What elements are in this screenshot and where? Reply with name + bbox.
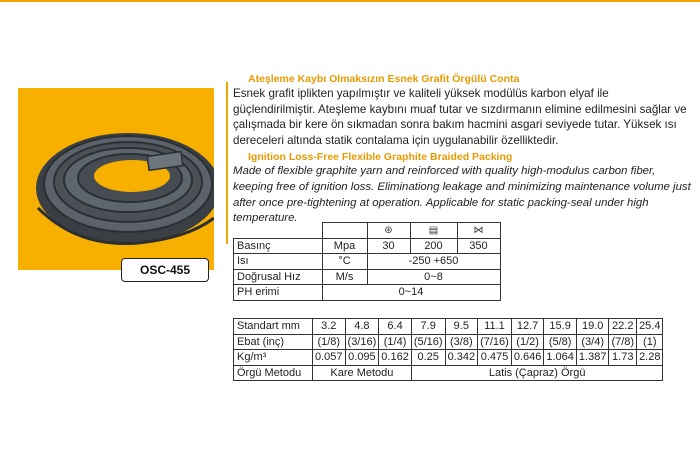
kg-cell: 0.162: [379, 350, 412, 366]
size-label: Standart mm: [234, 319, 313, 335]
english-title: Ignition Loss-Free Flexible Graphite Braided Packing: [248, 151, 513, 163]
kg-cell: 0.646: [511, 350, 544, 366]
method-lattice: Latis (Çapraz) Örgü: [411, 365, 663, 381]
inch-cell: (1/2): [511, 334, 544, 350]
mm-cell: 4.8: [345, 319, 379, 335]
spec-unit: M/s: [322, 269, 367, 285]
inch-cell: (5/16): [411, 334, 445, 350]
reciprocating-icon: ▤: [410, 223, 457, 239]
inch-cell: (7/8): [609, 334, 637, 350]
turkish-title: Ateşleme Kaybı Olmaksızın Esnek Grafit Örgülü Conta: [248, 73, 520, 85]
inch-cell: (1/4): [379, 334, 412, 350]
product-code-badge: OSC-455: [121, 258, 209, 282]
inch-cell: (3/16): [345, 334, 379, 350]
product-image-panel: [18, 88, 214, 270]
accent-divider: [226, 82, 228, 244]
static-icon: ⋈: [457, 223, 500, 239]
turkish-description: Esnek grafit iplikten yapılmıştır ve kaliteli yüksek modülüs karbon elyaf ile güçlendirilmiştir. Ateşleme kaybını muaf tutar ve sızdırmanın elimine edilmesini sağlar ve çalışmada bir kere ön sıkmadan sonra bakım hacmini asgari seviyede tutar. Yüksek ısı dereceleri altında statik contalama için uygulanabilir özelliktedir.: [233, 87, 687, 147]
kg-cell: 0.342: [445, 350, 478, 366]
kg-cell: 0.475: [478, 350, 512, 366]
inch-cell: (5/8): [544, 334, 577, 350]
size-label: Ebat (inç): [234, 334, 313, 350]
mm-cell: 12.7: [511, 319, 544, 335]
spec-row-temperature: [234, 254, 501, 270]
mm-cell: 22.2: [609, 319, 637, 335]
spec-value: 200: [410, 238, 457, 254]
spec-value: -250 +650: [367, 254, 500, 270]
mm-cell: 3.2: [313, 319, 346, 335]
size-row-method: [234, 365, 663, 381]
spec-icon-row: [234, 223, 501, 239]
spec-row-speed: [234, 269, 501, 285]
size-row-weight: [234, 350, 663, 366]
size-label: Örgü Metodu: [234, 365, 313, 381]
inch-cell: (3/4): [576, 334, 609, 350]
top-border: [0, 0, 700, 2]
spec-value: 350: [457, 238, 500, 254]
spec-label: PH erimi: [234, 285, 323, 301]
inch-cell: (3/8): [445, 334, 478, 350]
graphite-packing-coil-image: [18, 88, 214, 270]
english-description: Made of flexible graphite yarn and reinforced with quality high-modulus carbon fiber, keeping free of ignition loss. Eliminationg leakage and minimizing maintenance volume just after once pre-tightening at operation. Applicable for static packing-seal under high temperature.: [233, 165, 691, 225]
spec-row-pressure: [234, 238, 501, 254]
spec-value: 30: [367, 238, 410, 254]
kg-cell: 1.387: [576, 350, 609, 366]
empty-cell: [234, 223, 323, 239]
spec-row-ph: [234, 285, 501, 301]
method-square: Kare Metodu: [313, 365, 412, 381]
inch-cell: (1/8): [313, 334, 346, 350]
kg-cell: 1.73: [609, 350, 637, 366]
spec-label: Doğrusal Hız: [234, 269, 323, 285]
size-table: [233, 318, 663, 381]
size-row-mm: [234, 319, 663, 335]
mm-cell: 11.1: [478, 319, 512, 335]
kg-cell: 0.25: [411, 350, 445, 366]
spec-unit: °C: [322, 254, 367, 270]
empty-cell: [322, 223, 367, 239]
spec-value: 0~14: [322, 285, 500, 301]
mm-cell: 25.4: [637, 319, 663, 335]
inch-cell: (7/16): [478, 334, 512, 350]
mm-cell: 7.9: [411, 319, 445, 335]
size-row-inch: [234, 334, 663, 350]
kg-cell: 0.095: [345, 350, 379, 366]
kg-cell: 2.28: [637, 350, 663, 366]
kg-cell: 1.064: [544, 350, 577, 366]
mm-cell: 6.4: [379, 319, 412, 335]
spec-label: Basınç: [234, 238, 323, 254]
mm-cell: 9.5: [445, 319, 478, 335]
spec-value: 0~8: [367, 269, 500, 285]
spec-table: [233, 222, 501, 301]
inch-cell: (1): [637, 334, 663, 350]
kg-cell: 0.057: [313, 350, 346, 366]
spec-label: Isı: [234, 254, 323, 270]
mm-cell: 19.0: [576, 319, 609, 335]
size-label: Kg/m³: [234, 350, 313, 366]
spec-unit: Mpa: [322, 238, 367, 254]
rotary-icon: ⊛: [367, 223, 410, 239]
mm-cell: 15.9: [544, 319, 577, 335]
